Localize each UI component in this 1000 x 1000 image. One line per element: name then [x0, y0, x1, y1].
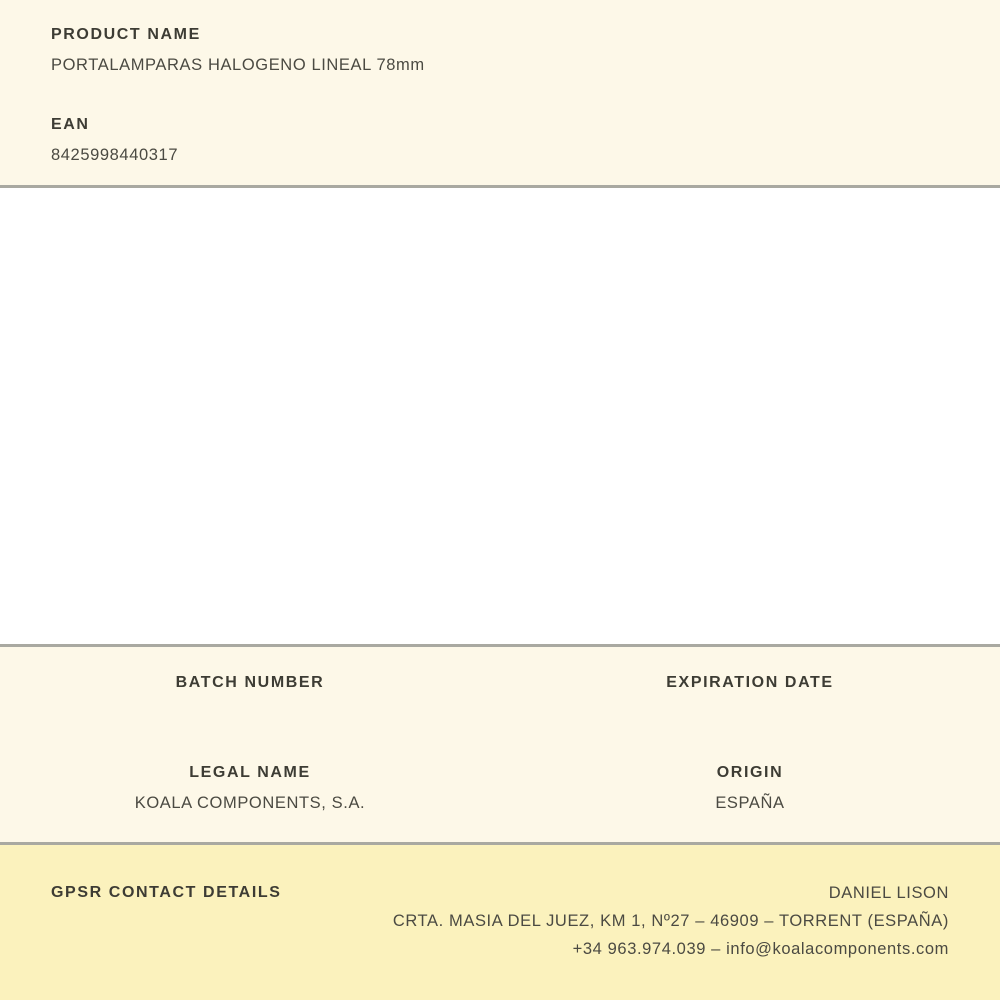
origin-label: ORIGIN [716, 764, 784, 781]
ean-block [51, 115, 949, 165]
product-image-area [0, 188, 1000, 644]
legal-name-field [0, 763, 500, 813]
expiration-date-field [500, 673, 1000, 693]
gpsr-contact-label: GPSR CONTACT DETAILS [51, 884, 282, 901]
details-grid [0, 673, 1000, 813]
gpsr-contact-lines [393, 879, 949, 963]
ean-label: EAN [51, 116, 90, 133]
origin-field [500, 763, 1000, 813]
product-name-label: PRODUCT NAME [51, 26, 201, 43]
product-name-value: PORTALAMPARAS HALOGENO LINEAL 78mm [51, 56, 425, 74]
product-info-section [0, 0, 1000, 185]
expiration-date-label: EXPIRATION DATE [666, 674, 834, 691]
batch-number-label: BATCH NUMBER [175, 674, 325, 691]
contact-phone-email: +34 963.974.039 – info@koalacomponents.com [572, 940, 949, 958]
batch-legal-section [0, 647, 1000, 842]
batch-number-field [0, 673, 500, 693]
product-name-block [51, 25, 949, 75]
legal-name-value: KOALA COMPONENTS, S.A. [134, 794, 366, 812]
ean-value: 8425998440317 [51, 146, 179, 164]
contact-name: DANIEL LISON [828, 884, 949, 902]
contact-address: CRTA. MASIA DEL JUEZ, KM 1, Nº27 – 46909 – TORRENT (ESPAÑA) [392, 912, 949, 930]
legal-name-label: LEGAL NAME [189, 764, 311, 781]
gpsr-contact-section [0, 845, 1000, 1000]
origin-value: ESPAÑA [715, 794, 785, 812]
